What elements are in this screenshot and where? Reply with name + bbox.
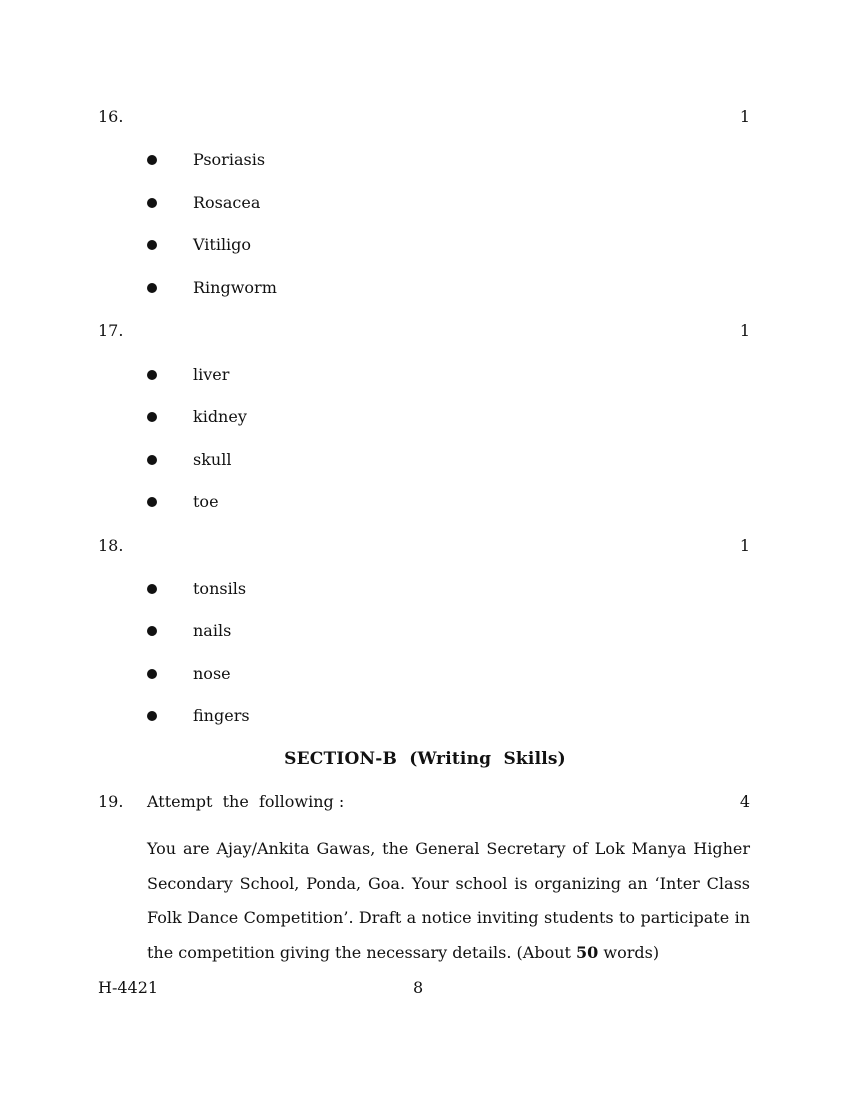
word-limit-number: 50 xyxy=(576,942,599,962)
question-19-text-end: words) xyxy=(598,942,660,962)
option-text: liver xyxy=(193,365,230,384)
option-text: skull xyxy=(193,450,232,469)
option-text: toe xyxy=(193,492,219,511)
option-text: fingers xyxy=(193,706,250,725)
question-number: 18. xyxy=(98,536,124,555)
option-text: nose xyxy=(193,664,231,683)
question-19-body xyxy=(147,832,750,970)
question-number: 16. xyxy=(98,107,124,126)
bullet-icon xyxy=(147,497,157,507)
question-17-header xyxy=(98,320,750,342)
bullet-icon xyxy=(147,240,157,250)
option-text: kidney xyxy=(193,407,247,426)
question-19-text: You are Ajay/Ankita Gawas, the General Secretary of Lok Manya Higher Secondary School, Ponda, Goa. Your school is organizing an ‘Inter Class Folk Dance Competition’. Draft a notice inviting students to participate in the competition giving the necessary details. (About xyxy=(147,839,750,962)
question-marks: 1 xyxy=(739,536,750,555)
question-marks: 1 xyxy=(739,321,750,340)
option-text: Psoriasis xyxy=(193,150,266,169)
bullet-icon xyxy=(147,455,157,465)
paper-code: H-4421 xyxy=(98,978,159,997)
question-number: 19. xyxy=(98,792,124,811)
question-18-header xyxy=(98,535,750,557)
bullet-icon xyxy=(147,370,157,380)
section-b-heading: SECTION-B (Writing Skills) xyxy=(284,749,566,769)
question-19-stem: Attempt the following : xyxy=(147,792,345,811)
question-marks: 1 xyxy=(739,107,750,126)
bullet-icon xyxy=(147,283,157,293)
option-text: nails xyxy=(193,621,232,640)
bullet-icon xyxy=(147,198,157,208)
question-marks: 4 xyxy=(739,792,750,811)
option-text: Vitiligo xyxy=(193,235,252,254)
bullet-icon xyxy=(147,412,157,422)
bullet-icon xyxy=(147,669,157,679)
question-number: 17. xyxy=(98,321,124,340)
bullet-icon xyxy=(147,711,157,721)
bullet-icon xyxy=(147,155,157,165)
bullet-icon xyxy=(147,626,157,636)
option-text: tonsils xyxy=(193,579,247,598)
question-16-header xyxy=(98,106,750,128)
option-text: Rosacea xyxy=(193,193,261,212)
option-text: Ringworm xyxy=(193,278,277,297)
page-number: 8 xyxy=(413,978,424,997)
bullet-icon xyxy=(147,584,157,594)
